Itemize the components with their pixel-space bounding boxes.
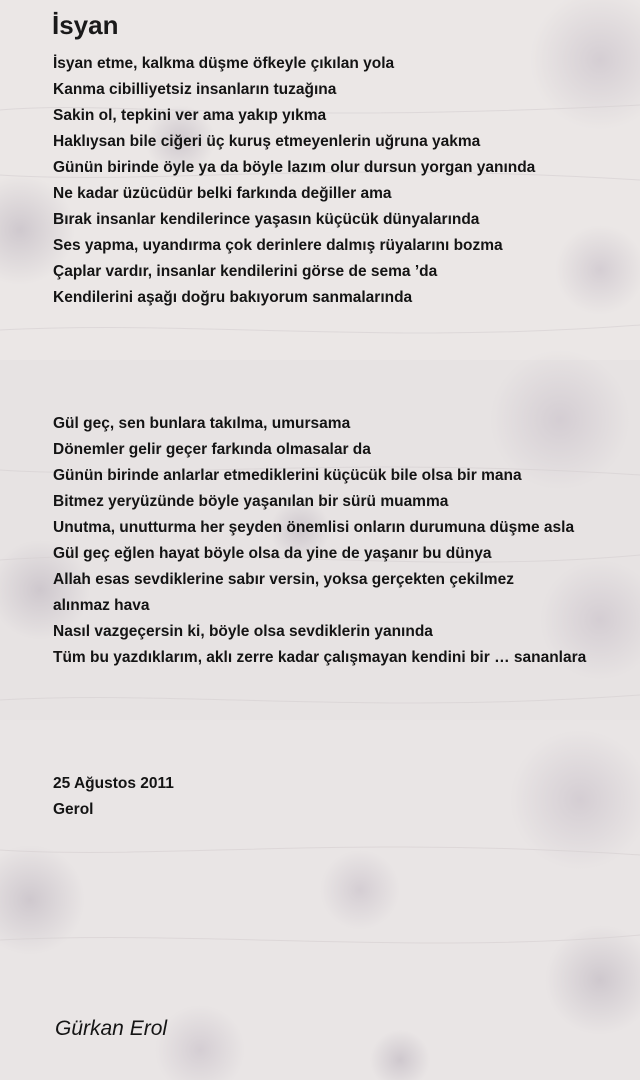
poem-line: Günün birinde öyle ya da böyle lazım olur dursun yorgan yanında: [53, 159, 536, 176]
poem-date: 25 Ağustos 2011: [53, 775, 174, 792]
poem-line: Unutma, unutturma her şeyden önemlisi onların durumuna düşme asla: [53, 519, 575, 536]
poem-line: Günün birinde anlarlar etmediklerini küçücük bile olsa bir mana: [53, 467, 522, 484]
stanza-2: [53, 411, 586, 671]
author-name: Gürkan Erol: [55, 1017, 168, 1040]
poem-line: Çaplar vardır, insanlar kendilerini görse de sema ’da: [53, 263, 438, 280]
poem-place: Gerol: [53, 801, 94, 818]
poem-line: Haklıysan bile ciğeri üç kuruş etmeyenlerin uğruna yakma: [53, 133, 481, 150]
poem-line: Kanma cibilliyetsiz insanların tuzağına: [53, 81, 337, 98]
poem-line: alınmaz hava: [53, 597, 150, 614]
poem-title: İsyan: [52, 10, 119, 40]
poem-line: Ses yapma, uyandırma çok derinlere dalmış rüyalarını bozma: [53, 237, 503, 254]
poem-line: Dönemler gelir geçer farkında olmasalar da: [53, 441, 371, 458]
poem-line: Gül geç eğlen hayat böyle olsa da yine de yaşanır bu dünya: [53, 545, 492, 562]
poem-meta: [53, 771, 174, 823]
poem-line: Allah esas sevdiklerine sabır versin, yoksa gerçekten çekilmez: [53, 571, 514, 588]
poem-line: Nasıl vazgeçersin ki, böyle olsa sevdiklerin yanında: [53, 623, 433, 640]
poem-line: Bırak insanlar kendilerince yaşasın küçücük dünyalarında: [53, 211, 480, 228]
poem-line: Tüm bu yazdıklarım, aklı zerre kadar çalışmayan kendini bir … sananlara: [53, 649, 587, 666]
poem-line: Sakin ol, tepkini ver ama yakıp yıkma: [53, 107, 327, 124]
stanza-1: [53, 51, 535, 311]
poem-line: Ne kadar üzücüdür belki farkında değiller ama: [53, 185, 392, 202]
poem-line: Kendilerini aşağı doğru bakıyorum sanmalarında: [53, 289, 413, 306]
poem-line: Bitmez yeryüzünde böyle yaşanılan bir sürü muamma: [53, 493, 449, 510]
poem-line: Gül geç, sen bunlara takılma, umursama: [53, 415, 351, 432]
poem-line: İsyan etme, kalkma düşme öfkeyle çıkılan yola: [53, 55, 395, 72]
